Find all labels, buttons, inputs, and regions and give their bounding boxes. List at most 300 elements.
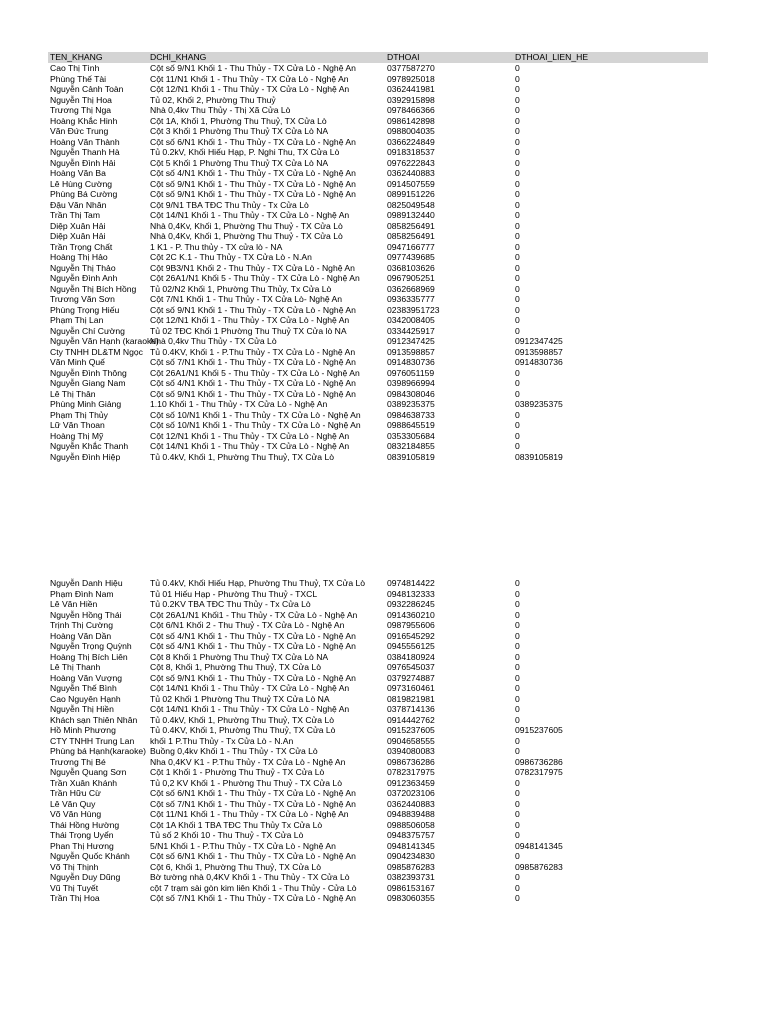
cell-ten-khang[interactable]: Nguyễn Thế Bình	[50, 683, 117, 693]
cell-ten-khang[interactable]: Trịnh Thị Cường	[50, 620, 113, 630]
cell-dthoai-lien-he[interactable]: 0782317975	[515, 767, 563, 777]
cell-dthoai-lien-he[interactable]: 0	[515, 630, 520, 641]
table-row	[48, 704, 708, 715]
table-row	[48, 662, 708, 673]
cell-ten-khang[interactable]: Nguyễn Quốc Khánh	[50, 851, 130, 861]
cell-dthoai[interactable]: 0983060355	[387, 893, 435, 903]
cell-dthoai[interactable]: 0989132440	[387, 210, 435, 220]
cell-ten-khang[interactable]: Hồ Minh Phương	[50, 725, 116, 735]
cell-ten-khang[interactable]: Diệp Xuân Hải	[50, 231, 106, 241]
cell-dthoai[interactable]: 0914442762	[387, 714, 435, 725]
cell-dchi-khang[interactable]: Cột 26A1/N1 Khối1 - Thu Thủy - TX Cửa Lò - Nghệ An	[150, 609, 358, 620]
cell-dthoai-lien-he[interactable]: 0	[515, 830, 520, 840]
cell-dthoai[interactable]: 0912347425	[387, 336, 435, 346]
cell-dchi-khang[interactable]: Cột số 9/N1 Khối 1 - Thu Thủy - TX Cửa Lò - Nghệ An	[150, 63, 356, 73]
cell-ten-khang[interactable]: Lê Thị Thanh	[50, 662, 101, 672]
cell-dchi-khang[interactable]: Cột số 9/N1 Khối 1 - Thu Thủy - TX Cửa Lò - Nghệ An	[150, 189, 356, 199]
table-row	[48, 809, 708, 820]
cell-dchi-khang[interactable]: Cột 14/N1 Khối 1 - Thu Thủy - TX Cửa Lò - Nghệ An	[150, 210, 350, 220]
cell-dchi-khang[interactable]: Cột số 10/N1 Khối 1 - Thu Thủy - TX Cửa Lò - Nghệ An	[150, 409, 361, 420]
cell-dthoai-lien-he[interactable]: 0839105819	[515, 451, 563, 462]
cell-dthoai[interactable]: 0382393731	[387, 872, 435, 882]
cell-ten-khang[interactable]: Phùng Thế Tài	[50, 73, 107, 84]
cell-dthoai[interactable]: 0915237605	[387, 725, 435, 735]
cell-dthoai-lien-he[interactable]: 0915237605	[515, 725, 563, 735]
cell-dchi-khang[interactable]: 1 K1 - P. Thu thủy - TX cửa lò - NA	[150, 241, 283, 252]
cell-ten-khang[interactable]: Khách sạn Thiên Nhân	[50, 714, 138, 725]
cell-dchi-khang[interactable]: Tủ 0.4kV, Khối 1, Phường Thu Thuỷ, TX Cửa Lò	[150, 714, 335, 725]
cell-dthoai[interactable]: 0978466366	[387, 105, 435, 115]
cell-dthoai[interactable]: 0858256491	[387, 231, 435, 241]
header-dthoai-lien-he[interactable]: DTHOAI_LIEN_HE	[515, 52, 589, 62]
cell-dthoai-lien-he[interactable]: 0	[515, 588, 520, 599]
cell-dchi-khang[interactable]: Cột 12/N1 Khối 1 - Thu Thủy - TX Cửa Lò - Nghệ An	[150, 430, 350, 441]
cell-ten-khang[interactable]: Võ Thị Thịnh	[50, 861, 99, 872]
cell-dthoai-lien-he[interactable]: 0	[515, 378, 520, 388]
cell-ten-khang[interactable]: Hoàng Khắc Hinh	[50, 115, 118, 126]
cell-ten-khang[interactable]: Hoàng Văn Thành	[50, 136, 120, 147]
cell-dchi-khang[interactable]: Cột 11/N1 Khối 1 - Thu Thủy - TX Cửa Lò - Nghệ An	[150, 809, 349, 819]
cell-ten-khang[interactable]: Lê Văn Quy	[50, 798, 96, 809]
cell-ten-khang[interactable]: Phùng bá Hạnh(karaoke)	[50, 746, 147, 756]
cell-ten-khang[interactable]: Võ Văn Hùng	[50, 809, 102, 819]
cell-dchi-khang[interactable]: Cột số 4/N1 Khối 1 - Thu Thủy - TX Cửa Lò - Nghệ An	[150, 641, 356, 651]
cell-ten-khang[interactable]: Nguyễn Duy Dũng	[50, 872, 121, 882]
cell-dthoai[interactable]: 0947166777	[387, 241, 435, 252]
cell-dthoai-lien-he[interactable]: 0389235375	[515, 399, 563, 409]
cell-dthoai-lien-he[interactable]: 0	[515, 115, 520, 126]
cell-dthoai-lien-he[interactable]: 0	[515, 157, 520, 168]
cell-dthoai[interactable]: 0948141345	[387, 840, 435, 851]
cell-dthoai-lien-he[interactable]: 0	[515, 105, 520, 115]
cell-dthoai[interactable]: 0973160461	[387, 683, 435, 693]
cell-dthoai-lien-he[interactable]: 0	[515, 63, 520, 73]
cell-dthoai-lien-he[interactable]: 0985876283	[515, 861, 563, 872]
cell-dthoai[interactable]: 0362441981	[387, 84, 435, 94]
cell-dthoai-lien-he[interactable]: 0	[515, 168, 520, 178]
cell-dthoai[interactable]: 0986736286	[387, 756, 435, 767]
cell-dchi-khang[interactable]: Tủ số 2 Khối 10 - Thu Thuỷ - TX Cửa Lò	[150, 830, 304, 840]
cell-dchi-khang[interactable]: Cột 1 Khối 1 - Phường Thu Thuỷ - TX Cửa Lò	[150, 767, 325, 777]
cell-dthoai-lien-he[interactable]: 0	[515, 672, 520, 683]
table-row	[48, 189, 708, 200]
cell-dthoai[interactable]: 0984308046	[387, 388, 435, 399]
cell-dthoai-lien-he[interactable]: 0	[515, 798, 520, 809]
cell-ten-khang[interactable]: Trương Thị Nga	[50, 105, 112, 115]
cell-dthoai-lien-he[interactable]: 0	[515, 189, 520, 199]
cell-dchi-khang[interactable]: Cột 9B3/N1 Khối 2 - Thu Thủy - TX Cửa Lò - Nghệ An	[150, 262, 355, 273]
cell-dchi-khang[interactable]: Tủ 0.4kV, Khối Hiếu Hạp, Phường Thu Thuỷ, TX Cửa Lò	[150, 578, 366, 588]
cell-ten-khang[interactable]: Trần Hữu Cừ	[50, 788, 101, 798]
cell-dchi-khang[interactable]: Cột 8 Khối 1 Phường Thu Thuỷ TX Cửa Lò NA	[150, 651, 329, 662]
cell-dthoai-lien-he[interactable]: 0	[515, 809, 520, 819]
table-row	[48, 168, 708, 179]
cell-dthoai-lien-he[interactable]: 0	[515, 788, 520, 798]
cell-dthoai[interactable]: 0362440883	[387, 168, 435, 178]
cell-dthoai[interactable]: 0976051159	[387, 367, 435, 378]
cell-dthoai[interactable]: 0904234830	[387, 851, 435, 861]
cell-dthoai-lien-he[interactable]: 0	[515, 872, 520, 882]
cell-dthoai[interactable]: 0914830736	[387, 357, 435, 367]
cell-dthoai[interactable]: 0825049548	[387, 199, 435, 210]
cell-dthoai[interactable]: 0782317975	[387, 767, 435, 777]
cell-dchi-khang[interactable]: Nhà 0,4Kv, Khối 1, Phường Thu Thuỷ - TX Cửa Lò	[150, 220, 343, 231]
cell-dthoai-lien-he[interactable]: 0	[515, 252, 520, 262]
cell-dthoai-lien-he[interactable]: 0	[515, 126, 520, 136]
cell-ten-khang[interactable]: Nguyễn Thị Bích Hồng	[50, 283, 137, 294]
cell-ten-khang[interactable]: Thái Trọng Uyển	[50, 830, 114, 840]
header-dchi-khang[interactable]: DCHI_KHANG	[150, 52, 207, 62]
cell-dthoai-lien-he[interactable]: 0	[515, 283, 520, 294]
cell-dchi-khang[interactable]: Tủ 0.2kV, Khối Hiếu Hạp, P. Nghi Thu, TX Cửa Lò	[150, 147, 340, 157]
cell-dthoai[interactable]: 0342008405	[387, 315, 435, 325]
cell-ten-khang[interactable]: Nguyễn Đình Hiệp	[50, 451, 121, 462]
cell-dchi-khang[interactable]: Nhà 0,4kv Thu Thủy - Thị Xã Cửa Lò	[150, 105, 291, 115]
cell-dthoai[interactable]: 0948375757	[387, 830, 435, 840]
cell-dchi-khang[interactable]: Cột số 6/N1 Khối 1 - Thu Thủy - TX Cửa Lò - Nghệ An	[150, 136, 356, 147]
cell-dchi-khang[interactable]: Tủ 01 Hiếu Hạp - Phường Thu Thuỷ - TXCL	[150, 588, 318, 599]
cell-dthoai-lien-he[interactable]: 0	[515, 220, 520, 231]
cell-ten-khang[interactable]: Nguyễn Đình Anh	[50, 273, 118, 283]
cell-dthoai-lien-he[interactable]: 0912347425	[515, 336, 563, 346]
cell-dthoai-lien-he[interactable]: 0	[515, 578, 520, 588]
cell-ten-khang[interactable]: Phùng Minh Giảng	[50, 399, 122, 409]
cell-dchi-khang[interactable]: Cột số 9/N1 Khối 1 - Thu Thủy - TX Cửa Lò - Nghệ An	[150, 304, 356, 315]
table-row	[48, 284, 708, 295]
cell-dthoai-lien-he[interactable]: 0	[515, 409, 520, 420]
cell-dthoai-lien-he[interactable]: 0	[515, 294, 520, 304]
cell-dchi-khang[interactable]: Cột 12/N1 Khối 1 - Thu Thủy - TX Cửa Lò - Nghệ An	[150, 84, 350, 94]
cell-dthoai[interactable]: 0978925018	[387, 73, 435, 84]
cell-dthoai-lien-he[interactable]: 0	[515, 662, 520, 672]
cell-dthoai-lien-he[interactable]: 0	[515, 746, 520, 756]
cell-dchi-khang[interactable]: Cột 7/N1 Khối 1 - Thu Thủy - TX Cửa Lò- Nghệ An	[150, 294, 343, 304]
cell-dthoai[interactable]: 0936335777	[387, 294, 435, 304]
cell-ten-khang[interactable]: Phạm Thị Thủy	[50, 409, 108, 420]
cell-dthoai-lien-he[interactable]: 0913598857	[515, 346, 563, 357]
cell-ten-khang[interactable]: Diệp Xuân Hải	[50, 220, 106, 231]
cell-dchi-khang[interactable]: Cột số 9/N1 Khối 1 - Thu Thủy - TX Cửa Lò - Nghệ An	[150, 178, 356, 189]
cell-dthoai-lien-he[interactable]: 0	[515, 609, 520, 620]
cell-dchi-khang[interactable]: Cột 12/N1 Khối 1 - Thu Thủy - TX Cửa Lò - Nghệ An	[150, 315, 350, 325]
cell-dthoai-lien-he[interactable]: 0	[515, 651, 520, 662]
cell-dthoai[interactable]: 0378714136	[387, 704, 435, 714]
cell-dthoai-lien-he[interactable]: 0	[515, 693, 520, 704]
cell-dthoai[interactable]: 0948132333	[387, 588, 435, 599]
cell-dchi-khang[interactable]: Cột số 10/N1 Khối 1 - Thu Thủy - TX Cửa Lò - Nghệ An	[150, 420, 361, 430]
cell-dthoai[interactable]: 0976222843	[387, 157, 435, 168]
cell-dchi-khang[interactable]: Buồng 0,4kv Khối 1 - Thu Thủy - TX Cửa Lò	[150, 746, 318, 756]
cell-dthoai-lien-he[interactable]: 0	[515, 73, 520, 84]
cell-dchi-khang[interactable]: Cột 14/N1 Khối 1 - Thu Thủy - TX Cửa Lò - Nghệ An	[150, 441, 350, 451]
cell-ten-khang[interactable]: Nguyễn Đình Hải	[50, 157, 116, 168]
cell-ten-khang[interactable]: Trần Trọng Chất	[50, 241, 113, 252]
cell-dthoai[interactable]: 0914507559	[387, 178, 435, 189]
cell-dthoai-lien-he[interactable]: 0	[515, 441, 520, 451]
table-row	[48, 620, 708, 631]
cell-ten-khang[interactable]: Nguyễn Đình Thông	[50, 367, 127, 378]
cell-ten-khang[interactable]: Cao Nguyên Hạnh	[50, 693, 121, 704]
cell-dthoai-lien-he[interactable]: 0	[515, 851, 520, 861]
cell-dthoai-lien-he[interactable]: 0	[515, 599, 520, 609]
cell-dthoai[interactable]: 0394080083	[387, 746, 435, 756]
table-row	[48, 757, 708, 768]
cell-dthoai[interactable]: 0377587270	[387, 63, 435, 73]
table-row	[48, 589, 708, 600]
cell-dthoai-lien-he[interactable]: 0	[515, 273, 520, 283]
cell-dthoai-lien-he[interactable]: 0	[515, 683, 520, 693]
table-row	[48, 242, 708, 253]
cell-dchi-khang[interactable]: Cột 6, Khối 1, Phường Thu Thuỷ, TX Cửa Lò	[150, 861, 321, 872]
cell-dthoai[interactable]: 0988506058	[387, 819, 435, 830]
cell-dthoai-lien-he[interactable]: 0	[515, 735, 520, 746]
cell-dthoai-lien-he[interactable]: 0	[515, 231, 520, 241]
cell-ten-khang[interactable]: Nguyễn Giang Nam	[50, 378, 126, 388]
cell-ten-khang[interactable]: Hoàng Văn Ba	[50, 168, 106, 178]
cell-dthoai[interactable]: 0353305684	[387, 430, 435, 441]
cell-ten-khang[interactable]: Nguyễn Hồng Thái	[50, 609, 122, 620]
cell-dthoai-lien-he[interactable]: 0	[515, 210, 520, 220]
table-row	[48, 95, 708, 106]
cell-dthoai[interactable]: 0832184855	[387, 441, 435, 451]
cell-dthoai-lien-he[interactable]: 0	[515, 367, 520, 378]
cell-dthoai[interactable]: 0987955606	[387, 620, 435, 630]
cell-ten-khang[interactable]: Hoàng Văn Dần	[50, 630, 112, 641]
cell-dthoai[interactable]: 0914360210	[387, 609, 435, 620]
cell-dthoai[interactable]: 0362440883	[387, 798, 435, 809]
cell-dchi-khang[interactable]: Cột số 6/N1 Khối 1 - Thu Thủy - TX Cửa Lò - Nghệ An	[150, 788, 356, 798]
cell-dthoai[interactable]: 0916545292	[387, 630, 435, 641]
cell-ten-khang[interactable]: Hoàng Thị Hảo	[50, 252, 108, 262]
cell-dthoai[interactable]: 0392915898	[387, 94, 435, 105]
cell-ten-khang[interactable]: Lữ Văn Thoan	[50, 420, 105, 430]
cell-dthoai-lien-he[interactable]: 0	[515, 199, 520, 210]
cell-dthoai[interactable]: 0977439685	[387, 252, 435, 262]
cell-dchi-khang[interactable]: Cột số 6/N1 Khối 1 - Thu Thủy - TX Cửa Lò - Nghệ An	[150, 851, 356, 861]
cell-ten-khang[interactable]: Văn Minh Quế	[50, 357, 105, 367]
cell-dthoai[interactable]: 0334425917	[387, 325, 435, 336]
cell-dchi-khang[interactable]: Tủ 02, Khối 2, Phường Thu Thuỷ	[150, 94, 276, 105]
cell-dchi-khang[interactable]: Cột số 7/N1 Khối 1 - Thu Thủy - TX Cửa Lò - Nghệ An	[150, 798, 356, 809]
cell-dchi-khang[interactable]: Cột 11/N1 Khối 1 - Thu Thủy - TX Cửa Lò - Nghệ An	[150, 73, 349, 84]
cell-dchi-khang[interactable]: 5/N1 Khối 1 - P.Thu Thủy - TX Cửa Lò - Nghệ An	[150, 840, 336, 851]
cell-dthoai-lien-he[interactable]: 0	[515, 882, 520, 893]
cell-ten-khang[interactable]: CTY TNHH Trung Lan	[50, 735, 135, 746]
cell-dthoai-lien-he[interactable]: 0	[515, 241, 520, 252]
cell-dchi-khang[interactable]: Cột 6/N1 Khối 2 - Thu Thuỷ - TX Cửa Lò - Nghệ An	[150, 620, 345, 630]
cell-dchi-khang[interactable]: Tủ 0.4kV, Khối 1, Phường Thu Thuỷ, TX Cửa Lò	[150, 451, 335, 462]
table-row	[48, 336, 708, 347]
cell-dthoai-lien-he[interactable]: 0986736286	[515, 756, 563, 767]
table-row	[48, 683, 708, 694]
cell-dthoai[interactable]: 0988645519	[387, 420, 435, 430]
cell-ten-khang[interactable]: Phạm Đình Nam	[50, 588, 114, 599]
cell-dchi-khang[interactable]: Cột 14/N1 Khối 1 - Thu Thủy - TX Cửa Lò - Nghệ An	[150, 704, 350, 714]
cell-dthoai[interactable]: 0389235375	[387, 399, 435, 409]
cell-dthoai-lien-he[interactable]: 0	[515, 84, 520, 94]
cell-dchi-khang[interactable]: Tủ 02/N2 Khối 1, Phường Thu Thủy, Tx Cửa Lò	[150, 283, 332, 294]
cell-dthoai[interactable]: 0985876283	[387, 861, 435, 872]
cell-dchi-khang[interactable]: Cột 3 Khối 1 Phường Thu Thuỷ TX Cửa Lò NA	[150, 126, 329, 136]
cell-dchi-khang[interactable]: Cột số 4/N1 Khối 1 - Thu Thủy - TX Cửa Lò - Nghệ An	[150, 630, 356, 641]
cell-dchi-khang[interactable]: Cột 26A1/N1 Khối 5 - Thu Thủy - TX Cửa Lò - Nghệ An	[150, 367, 360, 378]
table-row	[48, 431, 708, 442]
cell-dthoai[interactable]: 0379274887	[387, 672, 435, 683]
cell-ten-khang[interactable]: Nguyễn Chí Cường	[50, 325, 125, 336]
cell-dthoai[interactable]: 0384180924	[387, 651, 435, 662]
cell-dthoai-lien-he[interactable]: 0	[515, 325, 520, 336]
cell-dthoai[interactable]: 0819821981	[387, 693, 435, 704]
cell-dthoai-lien-he[interactable]: 0	[515, 777, 520, 788]
header-ten-khang[interactable]: TEN_KHANG	[50, 52, 103, 62]
cell-dchi-khang[interactable]: Cột 14/N1 Khối 1 - Thu Thủy - TX Cửa Lò - Nghệ An	[150, 683, 350, 693]
cell-dchi-khang[interactable]: Cột 9/N1 TBA TĐC Thu Thủy - Tx Cửa Lò	[150, 199, 309, 210]
cell-dthoai[interactable]: 0986142898	[387, 115, 435, 126]
cell-dthoai[interactable]: 0918318537	[387, 147, 435, 157]
cell-dchi-khang[interactable]: Cột 1A, Khối 1, Phường Thu Thuỷ, TX Cửa Lò	[150, 115, 327, 126]
cell-dthoai[interactable]: 0974814422	[387, 578, 435, 588]
cell-dthoai-lien-he[interactable]: 0	[515, 94, 520, 105]
cell-ten-khang[interactable]: Nguyễn Cảnh Toàn	[50, 84, 124, 94]
cell-ten-khang[interactable]: Trương Văn Sơn	[50, 294, 115, 304]
cell-dchi-khang[interactable]: Cột 26A1/N1 Khối 5 - Thu Thủy - TX Cửa Lò - Nghệ An	[150, 273, 360, 283]
cell-dchi-khang[interactable]: Cột số 4/N1 Khối 1 - Thu Thủy - TX Cửa Lò - Nghệ An	[150, 378, 356, 388]
cell-ten-khang[interactable]: Trần Xuân Khánh	[50, 777, 118, 788]
cell-dchi-khang[interactable]: Tủ 0.4KV, Khối 1, Phường Thu Thuỷ, TX Cửa Lò	[150, 725, 336, 735]
cell-dthoai-lien-he[interactable]: 0	[515, 178, 520, 189]
cell-dthoai-lien-he[interactable]: 0	[515, 704, 520, 714]
cell-ten-khang[interactable]: Văn Đức Trung	[50, 126, 109, 136]
cell-dthoai[interactable]: 0913598857	[387, 346, 435, 357]
cell-ten-khang[interactable]: Đậu Văn Nhân	[50, 199, 107, 210]
cell-dchi-khang[interactable]: Tủ 0.2KV TBA TĐC Thu Thủy - Tx Cửa Lò	[150, 599, 311, 609]
cell-dchi-khang[interactable]: Cột 2C K.1 - Thu Thủy - TX Cửa Lò - N.An	[150, 252, 312, 262]
header-dthoai[interactable]: DTHOAI	[387, 52, 420, 62]
cell-dthoai[interactable]: 0904658555	[387, 735, 435, 746]
cell-dthoai-lien-he[interactable]: 0	[515, 714, 520, 725]
cell-dchi-khang[interactable]: Nhà 0,4kv Thu Thủy - TX Cửa Lò	[150, 336, 277, 346]
cell-ten-khang[interactable]: Nguyễn Khắc Thanh	[50, 441, 129, 451]
cell-dchi-khang[interactable]: Cột số 7/N1 Khối 1 - Thu Thủy - TX Cửa Lò - Nghệ An	[150, 357, 356, 367]
table-row	[48, 326, 708, 337]
cell-ten-khang[interactable]: Hoàng Thị Mỹ	[50, 430, 104, 441]
table-row	[48, 305, 708, 316]
cell-dthoai[interactable]: 0988004035	[387, 126, 435, 136]
table-row	[48, 221, 708, 232]
cell-dchi-khang[interactable]: khối 1 P.Thu Thủy - Tx Cửa Lò - N.An	[150, 735, 294, 746]
cell-dchi-khang[interactable]: Tủ 02 Khối 1 Phường Thu Thuỷ TX Cửa Lò NA	[150, 693, 330, 704]
cell-dthoai[interactable]: 0899151226	[387, 189, 435, 199]
cell-ten-khang[interactable]: Vũ Thị Tuyết	[50, 882, 99, 893]
cell-ten-khang[interactable]: Lê Hùng Cường	[50, 178, 113, 189]
cell-ten-khang[interactable]: Cty TNHH DL&TM Ngọc	[50, 346, 143, 357]
cell-dchi-khang[interactable]: Nha 0,4KV K1 - P.Thu Thủy - TX Cửa Lò - Nghệ An	[150, 756, 346, 767]
cell-dthoai-lien-he[interactable]: 0	[515, 315, 520, 325]
cell-dthoai-lien-he[interactable]: 0	[515, 430, 520, 441]
cell-dthoai-lien-he[interactable]: 0	[515, 136, 520, 147]
cell-ten-khang[interactable]: Nguyễn Thị Thảo	[50, 262, 116, 273]
cell-dthoai[interactable]: 0912363459	[387, 777, 435, 788]
cell-ten-khang[interactable]: Phạm Thị Lan	[50, 315, 104, 325]
cell-dchi-khang[interactable]: Bờ tường nhà 0,4KV Khối 1 - Thu Thủy - TX Cửa Lò	[150, 872, 350, 882]
cell-dthoai[interactable]: 0984638733	[387, 409, 435, 420]
cell-dthoai[interactable]: 0932286245	[387, 599, 435, 609]
cell-dchi-khang[interactable]: Cột số 9/N1 Khối 1 - Thu Thủy - TX Cửa Lò - Nghệ An	[150, 388, 356, 399]
cell-dthoai[interactable]: 0839105819	[387, 451, 435, 462]
cell-ten-khang[interactable]: Nguyễn Thị Hiền	[50, 704, 114, 714]
header-row	[48, 52, 708, 63]
cell-dthoai-lien-he[interactable]: 0	[515, 147, 520, 157]
cell-dthoai[interactable]: 0362668969	[387, 283, 435, 294]
cell-dthoai-lien-he[interactable]: 0	[515, 388, 520, 399]
table-row	[48, 84, 708, 95]
cell-ten-khang[interactable]: Hoàng Thị Bích Liên	[50, 651, 128, 662]
cell-dthoai-lien-he[interactable]: 0	[515, 304, 520, 315]
cell-dchi-khang[interactable]: cột 7 trạm sài gòn kim liên Khối 1 - Thu Thủy - Cửa Lò	[150, 882, 357, 893]
cell-dthoai-lien-he[interactable]: 0	[515, 262, 520, 273]
table-row	[48, 210, 708, 221]
cell-ten-khang[interactable]: Trần Thị Hoa	[50, 893, 100, 903]
cell-dthoai-lien-he[interactable]: 0	[515, 641, 520, 651]
cell-dchi-khang[interactable]: 1.10 Khối 1 - Thu Thủy - TX Cửa Lò - Nghệ An	[150, 399, 328, 409]
cell-dthoai-lien-he[interactable]: 0	[515, 893, 520, 903]
cell-ten-khang[interactable]: Nguyễn Danh Hiệu	[50, 578, 123, 588]
cell-dchi-khang[interactable]: Cột 1A Khối 1 TBA TĐC Thu Thủy Tx Cửa Lò	[150, 819, 323, 830]
cell-ten-khang[interactable]: Nguyễn Quang Sơn	[50, 767, 127, 777]
cell-ten-khang[interactable]: Phùng Trọng Hiếu	[50, 304, 120, 315]
cell-dthoai[interactable]: 0948839488	[387, 809, 435, 819]
cell-ten-khang[interactable]: Nguyễn Thanh Hà	[50, 147, 120, 157]
cell-ten-khang[interactable]: Nguyễn Văn Hạnh (karaoke)	[50, 336, 159, 346]
cell-dchi-khang[interactable]: Tủ 0.4KV, Khối 1 - P.Thu Thủy - TX Cửa Lò - Nghệ An	[150, 346, 356, 357]
cell-dthoai-lien-he[interactable]: 0	[515, 620, 520, 630]
cell-dchi-khang[interactable]: Cột số 7/N1 Khối 1 - Thu Thủy - TX Cửa Lò - Nghệ An	[150, 893, 356, 903]
cell-dthoai[interactable]: 0398966994	[387, 378, 435, 388]
cell-ten-khang[interactable]: Phùng Bá Cường	[50, 189, 118, 199]
cell-dthoai-lien-he[interactable]: 0	[515, 420, 520, 430]
cell-dthoai[interactable]: 0986153167	[387, 882, 435, 893]
cell-ten-khang[interactable]: Phan Thị Hương	[50, 840, 114, 851]
cell-dthoai[interactable]: 0372023106	[387, 788, 435, 798]
cell-dthoai[interactable]: 0976545037	[387, 662, 435, 672]
cell-dchi-khang[interactable]: Cột số 9/N1 Khối 1 - Thu Thủy - TX Cửa Lò - Nghệ An	[150, 672, 356, 683]
cell-dchi-khang[interactable]: Nhà 0,4Kv, Khối 1, Phường Thu Thuỷ - TX Cửa Lò	[150, 231, 343, 241]
cell-dthoai[interactable]: 0366224849	[387, 136, 435, 147]
cell-dthoai[interactable]: 0368103626	[387, 262, 435, 273]
cell-ten-khang[interactable]: Nguyễn Trọng Quỳnh	[50, 641, 132, 651]
cell-dthoai[interactable]: 0945556125	[387, 641, 435, 651]
cell-dthoai[interactable]: 02383951723	[387, 304, 440, 315]
cell-ten-khang[interactable]: Hoàng Văn Vượng	[50, 672, 123, 683]
cell-dthoai-lien-he[interactable]: 0	[515, 819, 520, 830]
cell-dchi-khang[interactable]: Cột số 4/N1 Khối 1 - Thu Thủy - TX Cửa Lò - Nghệ An	[150, 168, 356, 178]
cell-ten-khang[interactable]: Cao Thị Tình	[50, 63, 100, 73]
cell-ten-khang[interactable]: Lê Văn Hiền	[50, 599, 98, 609]
cell-dchi-khang[interactable]: Tủ 02 TĐC Khối 1 Phường Thu Thuỷ TX Cửa lò NA	[150, 325, 347, 336]
cell-dchi-khang[interactable]: Tủ 0,2 KV Khối 1 - Phường Thu Thuỷ - TX Cửa Lò	[150, 777, 342, 788]
cell-dthoai[interactable]: 0967905251	[387, 273, 435, 283]
cell-dthoai-lien-he[interactable]: 0914830736	[515, 357, 563, 367]
cell-dthoai[interactable]: 0858256491	[387, 220, 435, 231]
cell-dthoai-lien-he[interactable]: 0948141345	[515, 840, 563, 851]
cell-ten-khang[interactable]: Trương Thị Bé	[50, 756, 106, 767]
cell-dchi-khang[interactable]: Cột 5 Khối 1 Phường Thu Thuỷ TX Cửa Lò NA	[150, 157, 329, 168]
cell-ten-khang[interactable]: Nguyễn Thị Hoa	[50, 94, 112, 105]
cell-ten-khang[interactable]: Thái Hồng Hường	[50, 819, 120, 830]
cell-ten-khang[interactable]: Trần Thị Tam	[50, 210, 100, 220]
cell-ten-khang[interactable]: Lê Thị Thân	[50, 388, 96, 399]
cell-dchi-khang[interactable]: Cột 8, Khối 1, Phường Thu Thuỷ, TX Cửa Lò	[150, 662, 321, 672]
